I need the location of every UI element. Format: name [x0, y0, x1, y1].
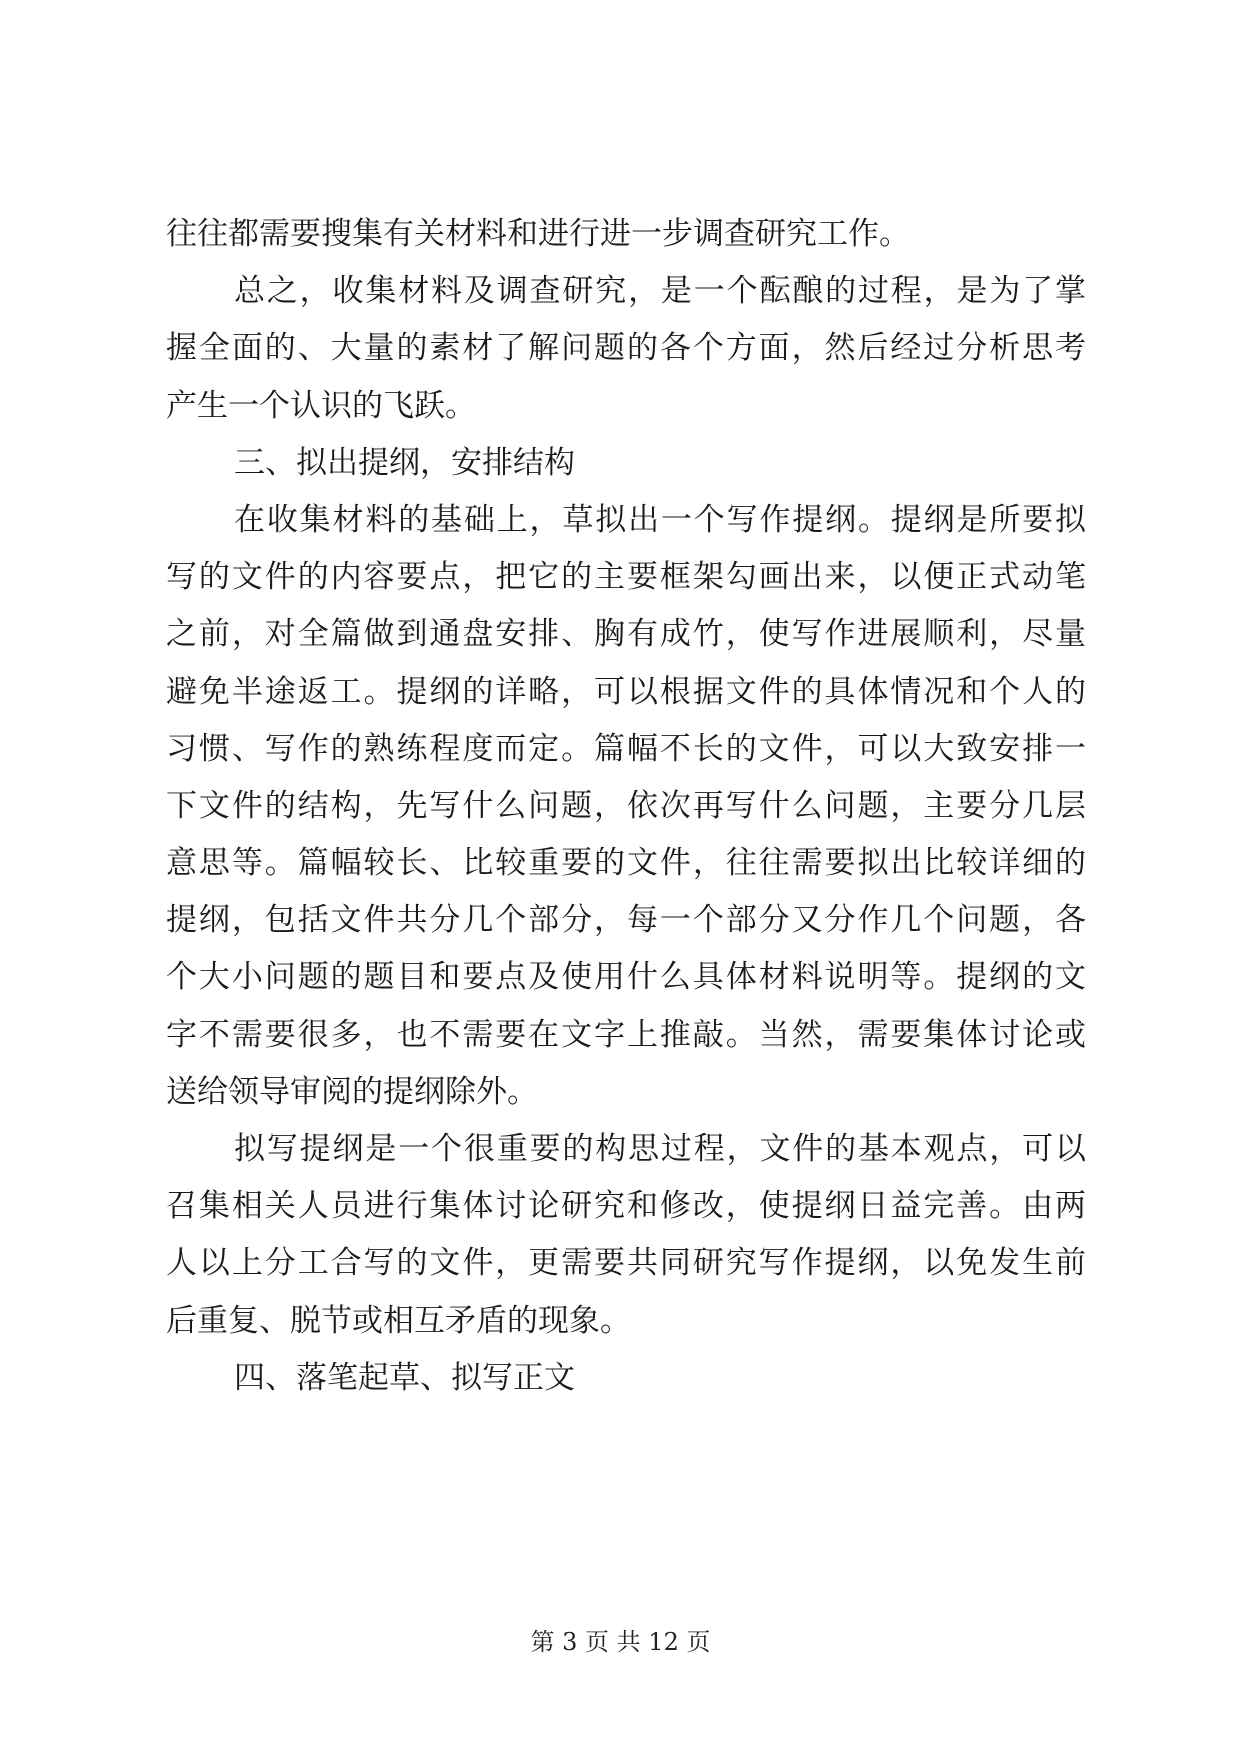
text-line: 在收集材料的基础上，草拟出一个写作提纲。提纲是所要拟: [234, 501, 1086, 538]
text-line: 召集相关人员进行集体讨论研究和修改，使提纲日益完善。由两: [166, 1188, 1086, 1225]
text-line: 人以上分工合写的文件，更需要共同研究写作提纲，以免发生前: [166, 1245, 1086, 1282]
document-body: [166, 206, 1086, 1407]
text-line: 往往都需要搜集有关材料和进行进一步调查研究工作。: [166, 216, 910, 252]
text-line: 避免半途返工。提纲的详略，可以根据文件的具体情况和个人的: [166, 673, 1086, 710]
text-line: 之前，对全篇做到通盘安排、胸有成竹，使写作进展顺利，尽量: [166, 616, 1086, 653]
text-line: 字不需要很多，也不需要在文字上推敲。当然，需要集体讨论或: [166, 1016, 1086, 1053]
paragraph-continuation: [166, 206, 1086, 263]
text-line: 拟写提纲是一个很重要的构思过程，文件的基本观点，可以: [234, 1131, 1086, 1167]
text-line: 握全面的、大量的素材了解问题的各个方面，然后经过分析思考: [166, 330, 1086, 367]
paragraph-outline-importance: [166, 1121, 1086, 1350]
text-line: 下文件的结构，先写什么问题，依次再写什么问题，主要分几层: [166, 787, 1086, 824]
paragraph-outline-drafting: [166, 492, 1086, 1121]
page-footer: [0, 1627, 1241, 1657]
text-line: 习惯、写作的熟练程度而定。篇幅不长的文件，可以大致安排一: [166, 730, 1086, 767]
text-line: 个大小问题的题目和要点及使用什么具体材料说明等。提纲的文: [166, 959, 1086, 996]
section-heading-three: [166, 435, 1086, 492]
section-heading: 四、落笔起草、拟写正文: [234, 1359, 575, 1396]
paragraph-summary: [166, 263, 1086, 435]
text-line: 产生一个认识的飞跃。: [166, 387, 476, 424]
text-line: 总之，收集材料及调查研究，是一个酝酿的过程，是为了掌: [234, 273, 1086, 310]
text-line: 后重复、脱节或相互矛盾的现象。: [166, 1302, 631, 1339]
section-heading-four: [166, 1350, 1086, 1407]
section-heading: 三、拟出提纲，安排结构: [234, 444, 575, 481]
text-line: 意思等。篇幅较长、比较重要的文件，往往需要拟出比较详细的: [166, 845, 1086, 882]
text-line: 送给领导审阅的提纲除外。: [166, 1073, 538, 1110]
text-line: 提纲，包括文件共分几个部分，每一个部分又分作几个问题，各: [166, 902, 1086, 939]
text-line: 写的文件的内容要点，把它的主要框架勾画出来，以便正式动笔: [166, 559, 1086, 596]
page-number-label: 第 3 页 共 12 页: [530, 1628, 711, 1656]
